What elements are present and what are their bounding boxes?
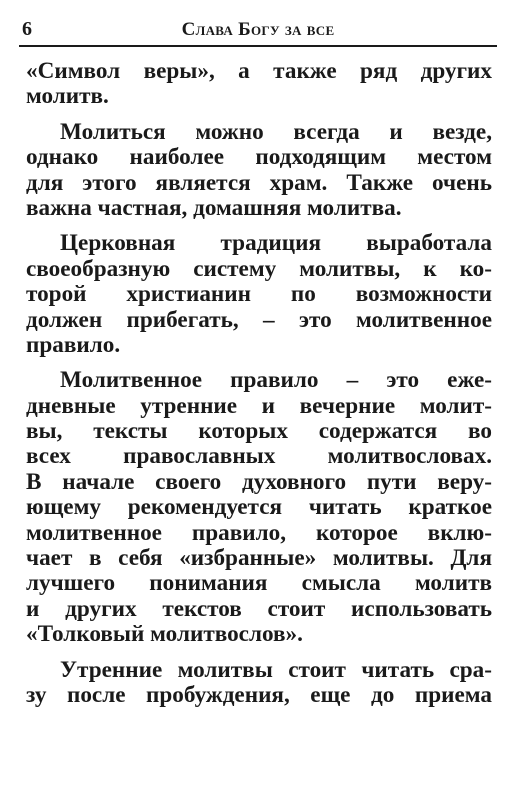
text-line: дневные утренние и вечерние молит-	[26, 392, 492, 419]
text-line: для этого является храм. Также очень	[26, 169, 492, 196]
text-line: должен прибегать, – это молитвенное	[26, 306, 492, 333]
paragraph	[26, 59, 492, 110]
text-line: важна частная, домашняя молитва.	[26, 194, 402, 221]
text-line: своеобразную систему молитвы, к ко-	[26, 255, 492, 282]
text-line: молитвенное правило, которое вклю-	[26, 519, 492, 546]
text-line: однако наиболее подходящим местом	[26, 144, 492, 171]
text-line: правило.	[26, 331, 121, 358]
text-line: В начале своего духовного пути веру-	[26, 468, 492, 495]
text-line: торой христианин по возможности	[26, 281, 492, 308]
text-line: ющему рекомендуется читать краткое	[26, 494, 492, 521]
text-line: всех православных молитвословах.	[26, 443, 492, 470]
text-line: чает в себя «избранные» молитвы. Для	[26, 545, 492, 572]
running-title: Слава Богу за все	[181, 19, 335, 40]
text-line: зу после пробуждения, еще до приема	[26, 681, 492, 708]
paragraph	[26, 368, 492, 647]
text-line: вы, тексты которых содержатся во	[26, 418, 492, 445]
page-number: 6	[22, 18, 32, 40]
text-line: и других текстов стоит использовать	[26, 595, 492, 622]
paragraph	[26, 658, 492, 709]
paragraph	[26, 120, 492, 222]
text-line: молитв.	[26, 83, 109, 110]
text-line: «Символ веры», а также ряд других	[26, 58, 492, 84]
text-line: «Толковый молитвослов».	[26, 621, 303, 648]
body-text	[26, 59, 492, 718]
page-header	[19, 12, 497, 44]
text-line: лучшего понимания смысла молитв	[26, 570, 492, 597]
paragraph	[26, 231, 492, 358]
header-rule	[19, 45, 497, 47]
text-line: Церковная традиция выработала	[60, 230, 492, 257]
text-line: Молиться можно всегда и везде,	[60, 118, 492, 145]
text-line: Утренние молитвы стоит читать сра-	[60, 656, 492, 683]
text-line: Молитвенное правило – это еже-	[60, 367, 492, 394]
